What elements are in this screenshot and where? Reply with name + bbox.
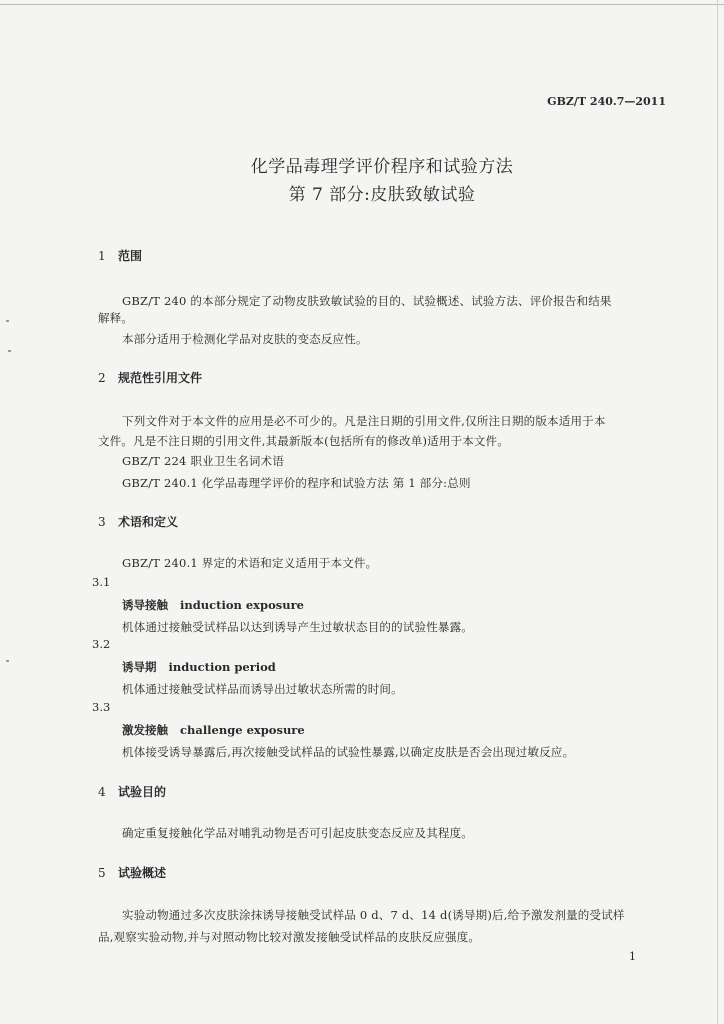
term-number: 3.3: [92, 700, 111, 714]
section-title: 术语和定义: [118, 515, 179, 529]
section-heading-2: [98, 369, 202, 386]
paragraph: 本部分适用于检测化学品对皮肤的变态反应性。: [122, 332, 368, 346]
scan-speck: [6, 660, 9, 662]
section-title: 试验目的: [118, 785, 167, 799]
section-number: 4: [98, 785, 106, 799]
term-number: 3.2: [92, 637, 111, 651]
paragraph: 实验动物通过多次皮肤涂抹诱导接触受试样品 0 d、7 d、14 d(诱导期)后,给予激发剂量的受试样: [122, 908, 625, 922]
term-zh: 激发接触: [122, 723, 168, 737]
term-zh: 诱导接触: [122, 598, 168, 612]
term-en: induction period: [168, 660, 276, 674]
standard-code: GBZ/T 240.7—2011: [547, 95, 666, 108]
reference-item: GBZ/T 224 职业卫生名词术语: [122, 454, 285, 468]
section-number: 5: [98, 866, 106, 880]
scan-speck: [8, 350, 11, 352]
section-number: 3: [98, 515, 106, 529]
term-entry: [122, 722, 305, 738]
page-number: 1: [629, 950, 636, 963]
paragraph: 文件。凡是不注日期的引用文件,其最新版本(包括所有的修改单)适用于本文件。: [98, 434, 510, 448]
paragraph: 品,观察实验动物,并与对照动物比较对激发接触受试样品的皮肤反应强度。: [98, 930, 481, 944]
section-title: 试验概述: [118, 866, 167, 880]
section-heading-5: [98, 864, 166, 881]
doc-title-line1: 化学品毒理学评价程序和试验方法: [250, 157, 514, 177]
section-heading-3: [98, 513, 178, 530]
term-entry: [122, 597, 304, 613]
section-title: 规范性引用文件: [118, 371, 203, 385]
reference-item: GBZ/T 240.1 化学品毒理学评价的程序和试验方法 第 1 部分:总则: [122, 476, 471, 490]
paragraph: 确定重复接触化学品对哺乳动物是否可引起皮肤变态反应及其程度。: [122, 826, 473, 840]
term-number: 3.1: [92, 575, 111, 589]
doc-title-line2: 第 7 部分:皮肤致敏试验: [288, 185, 476, 205]
paragraph: GBZ/T 240 的本部分规定了动物皮肤致敏试验的目的、试验概述、试验方法、评价报告和结果: [122, 294, 612, 308]
paragraph: 解释。: [98, 311, 134, 325]
scan-top-edge: [0, 4, 724, 5]
term-definition: 机体通过接触受试样品而诱导出过敏状态所需的时间。: [122, 682, 403, 696]
term-zh: 诱导期: [122, 660, 157, 674]
term-definition: 机体通过接触受试样品以达到诱导产生过敏状态目的的试验性暴露。: [122, 620, 473, 634]
paragraph: GBZ/T 240.1 界定的术语和定义适用于本文件。: [122, 556, 378, 570]
section-title: 范围: [118, 249, 143, 263]
paragraph: 下列文件对于本文件的应用是必不可少的。凡是注日期的引用文件,仅所注日期的版本适用于本: [122, 414, 606, 428]
term-entry: [122, 659, 276, 675]
section-heading-1: [98, 247, 142, 264]
term-en: induction exposure: [180, 598, 304, 612]
term-en: challenge exposure: [180, 723, 305, 737]
section-number: 2: [98, 371, 106, 385]
scan-speck: [6, 320, 9, 322]
section-number: 1: [98, 249, 106, 263]
term-definition: 机体接受诱导暴露后,再次接触受试样品的试验性暴露,以确定皮肤是否会出现过敏反应。: [122, 745, 575, 759]
section-heading-4: [98, 783, 166, 800]
